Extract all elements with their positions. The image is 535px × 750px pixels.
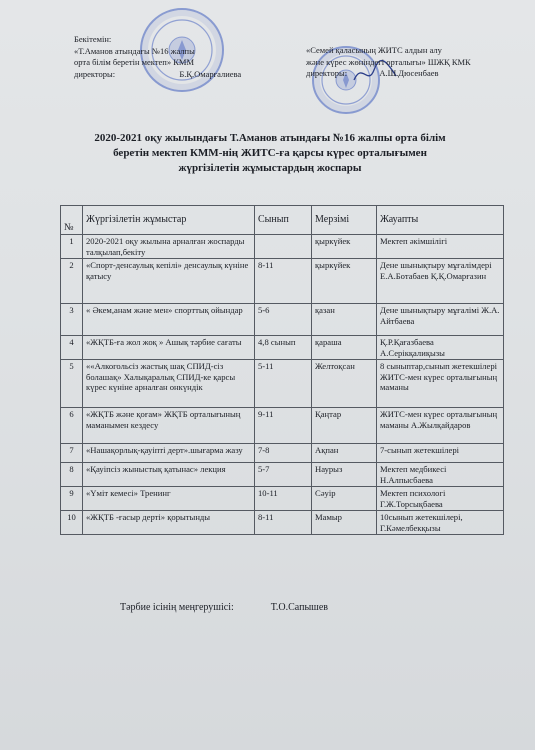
approval-right-line3: директоры: bbox=[306, 68, 348, 78]
cell-responsible: ЖИТС-мен күрес орталығының маманы А.Жылқайдаров bbox=[377, 408, 504, 444]
cell-term: Сәуір bbox=[312, 487, 377, 511]
cell-responsible: Мектеп әкімшілігі bbox=[377, 235, 504, 259]
cell-responsible: Дене шынықтыру мұғалімдері Е.А.Ботабаев Қ.Қ.Омарғазин bbox=[377, 259, 504, 304]
cell-responsible: Дене шынықтыру мұғалімі Ж.А. Айтбаева bbox=[377, 304, 504, 336]
approval-left-line3: орта білім беретін мектеп» КММ bbox=[74, 57, 195, 67]
approval-left-line4: директоры: bbox=[74, 68, 116, 79]
cell-work: «ЖҚТБ және қоғам» ЖҚТБ орталығының маманымен кездесу bbox=[83, 408, 255, 444]
cell-grade bbox=[255, 235, 312, 259]
approval-block-right bbox=[306, 45, 521, 80]
approval-left-signer: Б.Қ.Омарғалиева bbox=[179, 68, 242, 79]
cell-term: қыркүйек bbox=[312, 235, 377, 259]
approval-block-left bbox=[74, 34, 304, 80]
cell-work: «Нашақорлық-қауіпті дерт».шығарма жазу bbox=[83, 444, 255, 463]
cell-work: «Спорт-денсаулық кепілі» денсаулық күніне қатысу bbox=[83, 259, 255, 304]
cell-responsible: Қ.Р.Қағазбаева А.Серікқалиқызы bbox=[377, 336, 504, 360]
cell-responsible: Мектеп медбикесі Н.Алпысбаева bbox=[377, 463, 504, 487]
cell-term: қыркүйек bbox=[312, 259, 377, 304]
footer-signature-line bbox=[120, 602, 328, 613]
header-grade: Сынып bbox=[255, 206, 312, 235]
cell-number: 9 bbox=[61, 487, 83, 511]
cell-work: «Қауіпсіз жыныстық қатынас» лекция bbox=[83, 463, 255, 487]
cell-responsible: 7-сынып жетекшілері bbox=[377, 444, 504, 463]
cell-grade: 8-11 bbox=[255, 259, 312, 304]
approval-right-line2: және күрес жөніндегі орталығы» ШЖҚ КМК bbox=[306, 56, 471, 67]
cell-number: 2 bbox=[61, 259, 83, 304]
cell-number: 8 bbox=[61, 463, 83, 487]
cell-grade: 5-7 bbox=[255, 463, 312, 487]
title-line2: беретін мектеп КММ-нің ЖИТС-ға қарсы күрес орталығымен bbox=[113, 147, 427, 159]
header-responsible: Жауапты bbox=[377, 206, 504, 235]
cell-work: « Әкем,анам және мен» спорттық ойындар bbox=[83, 304, 255, 336]
table-body bbox=[61, 235, 504, 535]
approval-left-line2: «Т.Аманов атындағы №16 жалпы bbox=[74, 45, 195, 56]
cell-grade: 10-11 bbox=[255, 487, 312, 511]
cell-grade: 5-11 bbox=[255, 360, 312, 408]
cell-work: «Үміт кемесі» Тренинг bbox=[83, 487, 255, 511]
cell-number: 1 bbox=[61, 235, 83, 259]
cell-number: 7 bbox=[61, 444, 83, 463]
plan-table bbox=[60, 205, 504, 535]
cell-term: Мамыр bbox=[312, 511, 377, 535]
table-row bbox=[61, 511, 504, 535]
cell-work: 2020-2021 оқу жылына арналған жоспарды талқылап,бекіту bbox=[83, 235, 255, 259]
approval-right-line1: «Семей қаласының ЖИТС алдын алу bbox=[306, 45, 442, 55]
table-row bbox=[61, 408, 504, 444]
approval-right-signer: А.Ш.Дюсенбаев bbox=[379, 68, 439, 78]
footer-name: Т.О.Сапышев bbox=[270, 602, 329, 613]
cell-work: «ЖҚТБ-ға жол жоқ » Ашық тәрбие сағаты bbox=[83, 336, 255, 360]
cell-term: Желтоқсан bbox=[312, 360, 377, 408]
cell-term: қазан bbox=[312, 304, 377, 336]
cell-grade: 5-6 bbox=[255, 304, 312, 336]
approval-left-line1: Бекітемін: bbox=[74, 34, 112, 44]
cell-grade: 7-8 bbox=[255, 444, 312, 463]
cell-number: 4 bbox=[61, 336, 83, 360]
cell-term: Наурыз bbox=[312, 463, 377, 487]
table-row bbox=[61, 259, 504, 304]
cell-responsible: 10сынып жетекшілері, Г.Кәмелбекқызы bbox=[377, 511, 504, 535]
cell-grade: 4,8 сынып bbox=[255, 336, 312, 360]
cell-term: қараша bbox=[312, 336, 377, 360]
cell-term: Қаңтар bbox=[312, 408, 377, 444]
cell-term: Ақпан bbox=[312, 444, 377, 463]
header-number: № bbox=[61, 206, 83, 235]
cell-number: 5 bbox=[61, 360, 83, 408]
cell-number: 3 bbox=[61, 304, 83, 336]
table-row bbox=[61, 444, 504, 463]
table-row bbox=[61, 235, 504, 259]
header-term: Мерзімі bbox=[312, 206, 377, 235]
cell-number: 6 bbox=[61, 408, 83, 444]
cell-responsible: 8 сыныптар,сынып жетекшілері ЖИТС-мен күрес орталығының маманы bbox=[377, 360, 504, 408]
table-row bbox=[61, 304, 504, 336]
cell-work: «ЖҚТБ -ғасыр дерті» қорытынды bbox=[83, 511, 255, 535]
table-row bbox=[61, 336, 504, 360]
approval-left-director-row bbox=[74, 69, 304, 81]
cell-responsible: Мектеп психологі Г.Ж.Торсықбаева bbox=[377, 487, 504, 511]
table-header-row bbox=[61, 206, 504, 235]
title-line1: 2020-2021 оқу жылындағы Т.Аманов атындағы №16 жалпы орта білім bbox=[94, 132, 446, 144]
table-row bbox=[61, 463, 504, 487]
header-work: Жүргізілетін жұмыстар bbox=[83, 206, 255, 235]
cell-work: ««Алкогольсіз жастық шақ СПИД-сіз болашақ» Халықаралық СПИД-ке қарсы күрес күніне арналған онкүндік bbox=[83, 360, 255, 408]
table-row bbox=[61, 360, 504, 408]
approval-right-director-row bbox=[306, 68, 521, 80]
document-title bbox=[70, 131, 470, 176]
title-line3: жүргізілетін жұмыстардың жоспары bbox=[178, 162, 362, 174]
cell-grade: 8-11 bbox=[255, 511, 312, 535]
footer-role: Тәрбие ісінің меңгерушісі: bbox=[120, 602, 234, 613]
table-row bbox=[61, 487, 504, 511]
cell-number: 10 bbox=[61, 511, 83, 535]
cell-grade: 9-11 bbox=[255, 408, 312, 444]
